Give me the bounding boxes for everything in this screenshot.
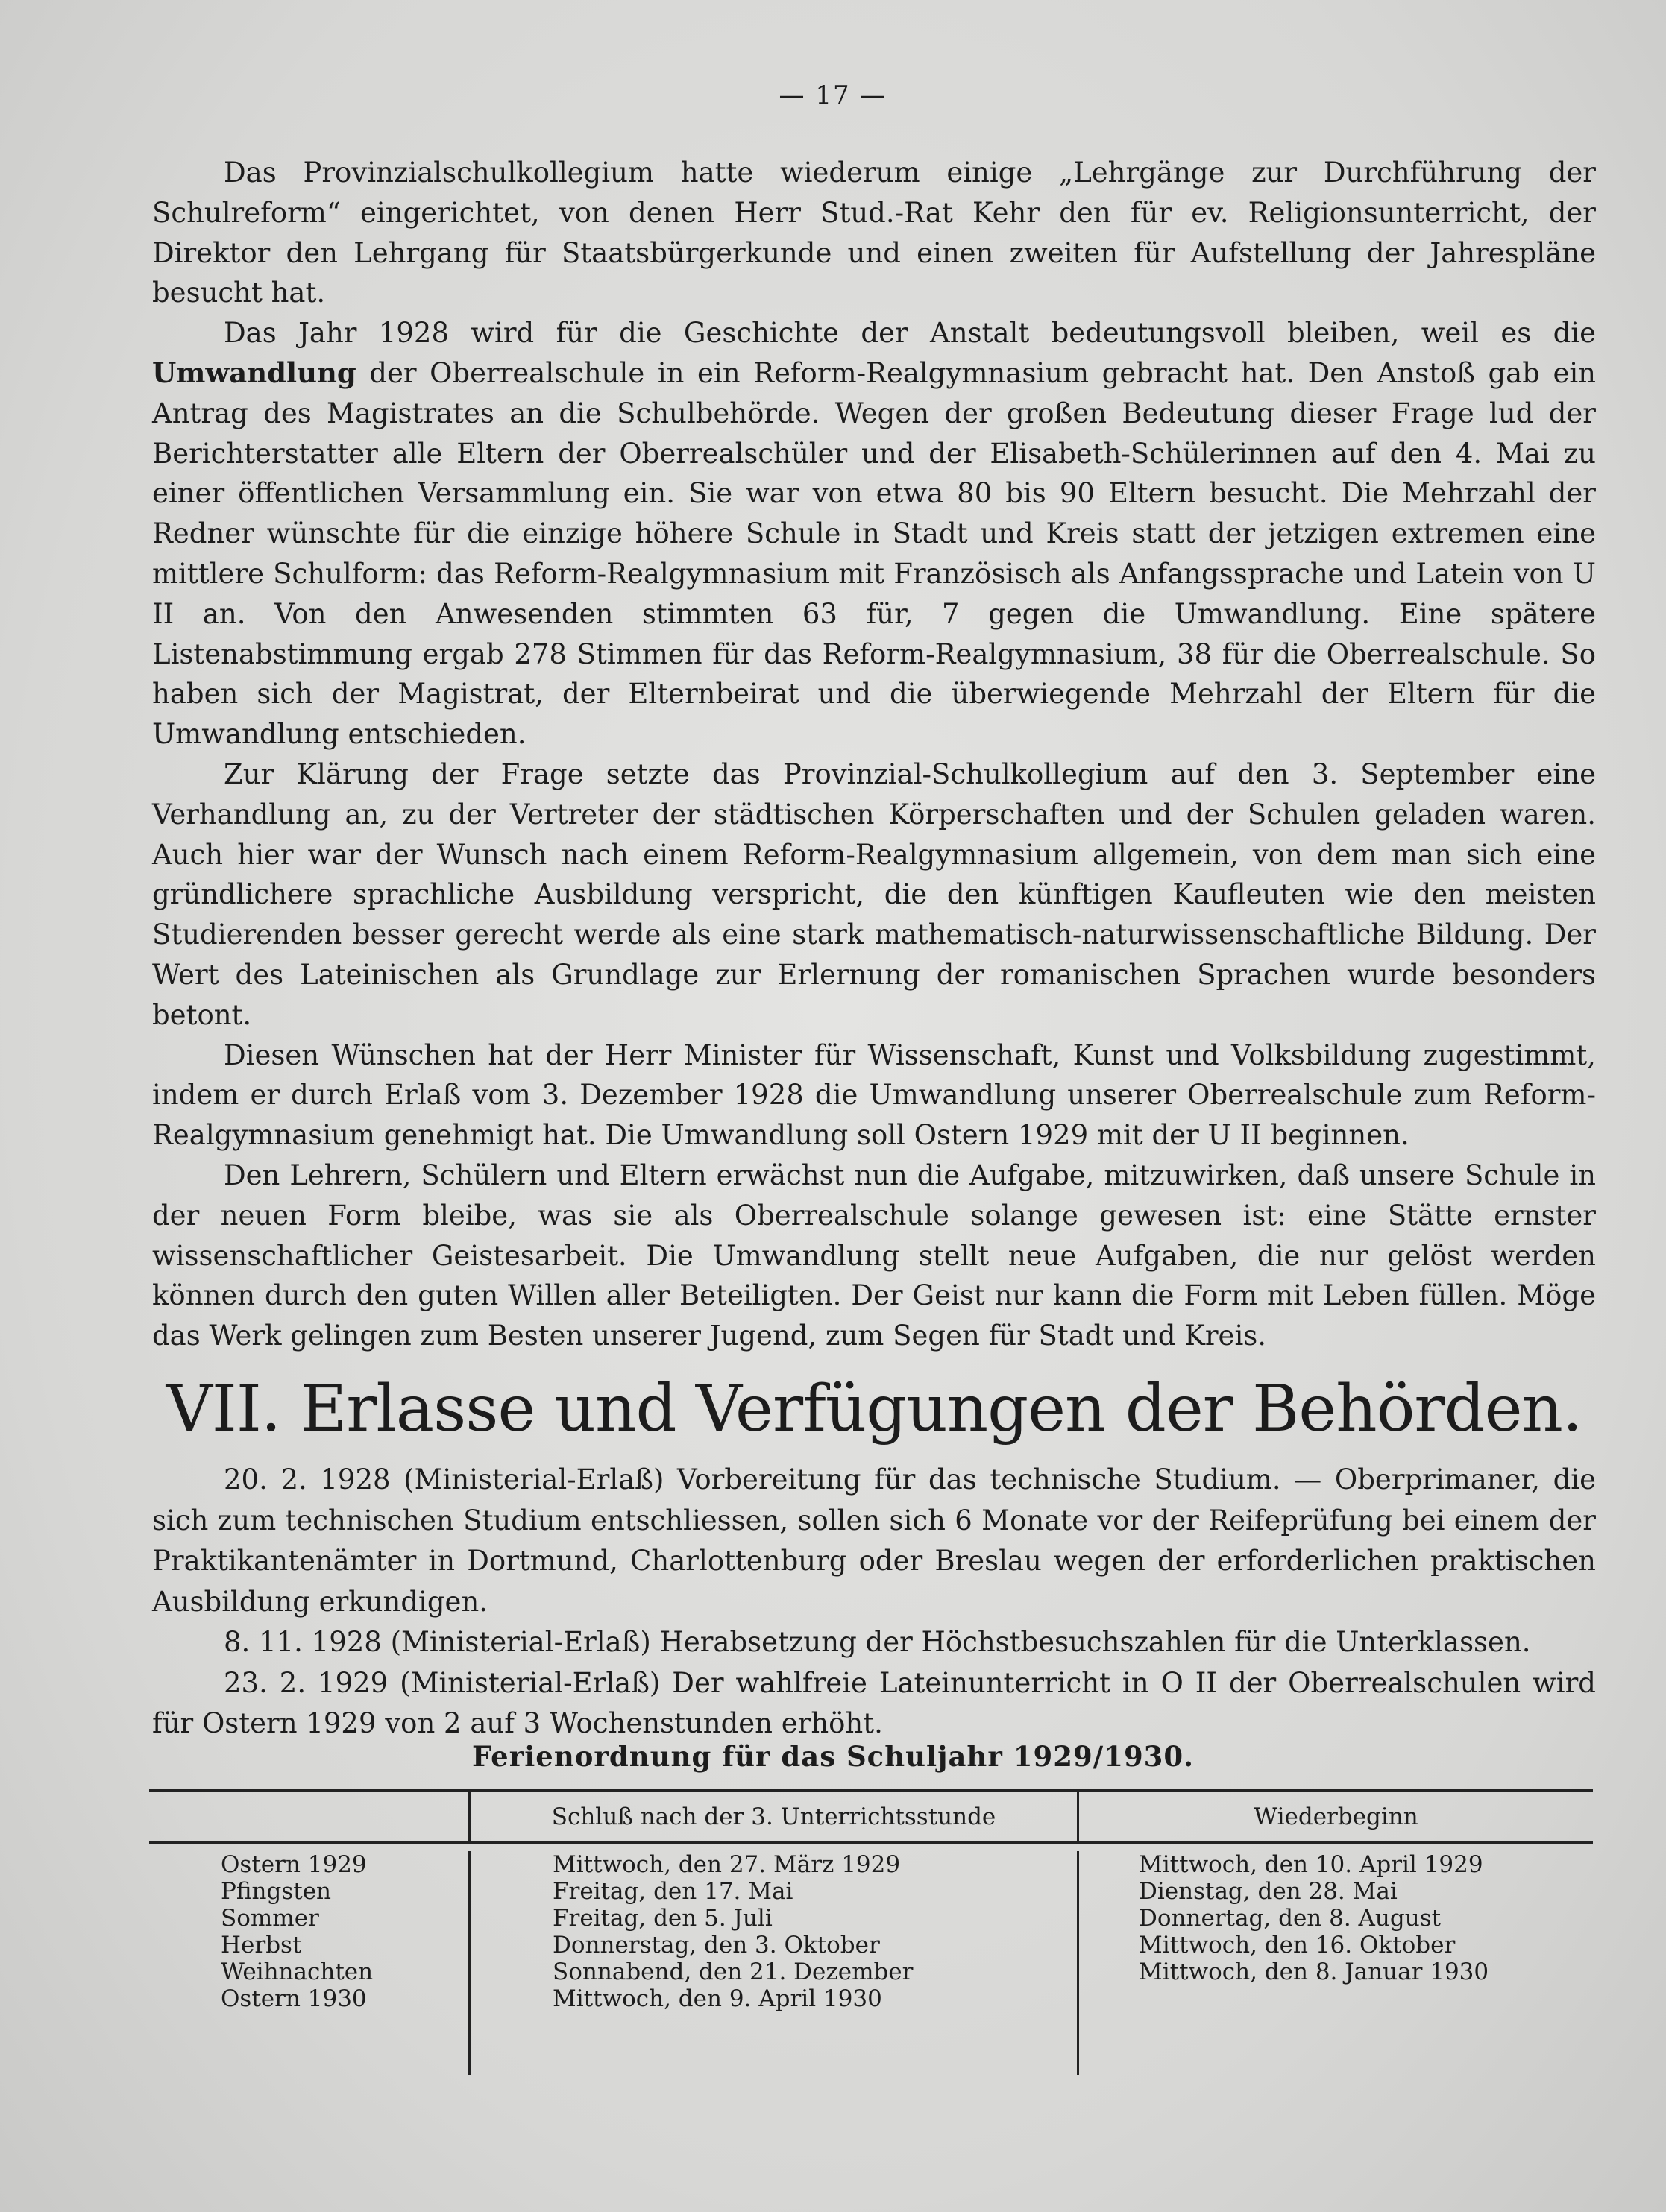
paragraph-5: Den Lehrern, Schülern und Eltern erwächst nun die Aufgabe, mitzuwirken, daß unsere Schule in der neuen Form bleibe, was sie als Oberrealschule solange gewesen ist: eine Stätte ernster wissenschaftlicher Geistesarbeit. Die Umwandlung stellt neue Aufgaben, die nur gelöst werden können durch den guten Willen aller Beteiligten. Der Geist nur kann die Form mit Leben füllen. Möge das Werk gelingen zum Besten unserer Jugend, zum Segen für Stadt und Kreis. — [152, 1159, 1596, 1352]
paragraph-2-bold: Umwandlung — [152, 356, 356, 389]
table-cell: Sonnabend, den 21. Dezember — [553, 1959, 914, 1985]
table-cell: Ostern 1930 — [221, 1985, 367, 2012]
table-cell: Mittwoch, den 9. April 1930 — [553, 1985, 882, 2012]
decree-item: 20. 2. 1928 (Ministerial-Erlaß) Vorbereitung für das technische Studium. — Oberprimaner, die sich zum technischen Studium entschliessen, sollen sich 6 Monate vor der Reifeprüfung bei einem der Praktikantenämter in Dortmund, Charlottenburg oder Breslau wegen der erforderlichen praktischen Ausbildung erkundigen. — [152, 1463, 1596, 1618]
table-cell: Mittwoch, den 8. Januar 1930 — [1139, 1959, 1489, 1985]
table-cell: Donnerstag, den 3. Oktober — [553, 1932, 880, 1959]
decree-item: 23. 2. 1929 (Ministerial-Erlaß) Der wahlfreie Lateinunterricht in O II der Oberrealschulen wird für Ostern 1929 von 2 auf 3 Wochenstunden erhöht. — [152, 1666, 1596, 1739]
table-cell: Freitag, den 17. Mai — [553, 1878, 793, 1905]
paragraph-2 — [152, 313, 1596, 754]
decree-list — [152, 1460, 1596, 1745]
table-cell: Herbst — [221, 1932, 302, 1959]
paragraph-4: Diesen Wünschen hat der Herr Minister für Wissenschaft, Kunst und Volksbildung zugestimmt, indem er durch Erlaß vom 3. Dezember 1928 die Umwandlung unserer Oberrealschule zum Reform-Realgymnasium genehmigt hat. Die Umwandlung soll Ostern 1929 mit der U II beginnen. — [152, 1039, 1596, 1152]
page-number: — 17 — — [779, 81, 887, 110]
body-text — [152, 153, 1596, 1356]
table-cell: Dienstag, den 28. Mai — [1139, 1878, 1398, 1905]
table-cell: Sommer — [221, 1905, 319, 1932]
table-cell: Donnertag, den 8. August — [1139, 1905, 1442, 1932]
table-cell: Weihnachten — [221, 1959, 374, 1985]
table-cell: Freitag, den 5. Juli — [553, 1905, 773, 1932]
paragraph-3: Zur Klärung der Frage setzte das Provinzial-Schulkollegium auf den 3. September eine Verhandlung an, zu der Vertreter der städtischen Körperschaften und der Schulen geladen waren. Auch hier war der Wunsch nach einem Reform-Realgymnasium allgemein, von dem man sich eine gründlichere sprachliche Ausbildung verspricht, die den künftigen Kaufleuten wie den meisten Studierenden besser gerecht werde als eine stark mathematisch-naturwissenschaftliche Bildung. Der Wert des Lateinischen als Grundlage zur Erlernung der romanischen Sprachen wurde besonders betont. — [152, 757, 1596, 1031]
table-cell: Ostern 1929 — [221, 1851, 367, 1878]
decree-item: 8. 11. 1928 (Ministerial-Erlaß) Herabsetzung der Höchstbesuchszahlen für die Unterklassen. — [224, 1626, 1531, 1658]
table-cell: Pfingsten — [221, 1878, 332, 1905]
table-column-end — [468, 1851, 1077, 2075]
table-header-cell: Wiederbeginn — [1077, 1792, 1593, 1841]
paragraph-2-start: Das Jahr 1928 wird für die Geschichte der Anstalt bedeutungsvoll bleiben, weil es die — [224, 317, 1596, 350]
table-title: Ferienordnung für das Schuljahr 1929/1930. — [471, 1740, 1195, 1773]
table-cell: Mittwoch, den 27. März 1929 — [553, 1851, 901, 1878]
paragraph-2-rest: der Oberrealschule in ein Reform-Realgymnasium gebracht hat. Den Anstoß gab ein Antrag des Magistrates an die Schulbehörde. Wegen der großen Bedeutung dieser Frage lud der Berichterstatter alle Eltern der Oberrealschüler und der Elisabeth-Schülerinnen auf den 4. Mai zu einer öffentlichen Versammlung ein. Sie war von etwa 80 bis 90 Eltern besucht. Die Mehrzahl der Redner wünschte für die einzige höhere Schule in Stadt und Kreis statt der jetzigen extremen eine mittlere Schulform: das Reform-Realgymnasium mit Französisch als Anfangssprache und Latein von U II an. Von den Anwesenden stimmten 63 für, 7 gegen die Umwandlung. Eine spätere Listenabstimmung ergab 278 Stimmen für das Reform-Realgymnasium, 38 für die Oberrealschule. So haben sich der Magistrat, der Elternbeirat und die überwiegende Mehrzahl der Eltern für die Umwandlung entschieden. — [152, 356, 1597, 751]
table-header-row — [149, 1792, 1593, 1841]
table-body — [149, 1844, 1593, 2075]
paragraph-1: Das Provinzialschulkollegium hatte wiederum einige „Lehrgänge zur Durchführung der Schulreform“ eingerichtet, von denen Herr Stud.-Rat Kehr den für ev. Religionsunterricht, der Direktor den Lehrgang für Staatsbürgerkunde und einen zweiten für Aufstellung der Jahrespläne besucht hat. — [152, 157, 1596, 309]
table-cell: Mittwoch, den 10. April 1929 — [1139, 1851, 1483, 1878]
holiday-table — [149, 1789, 1593, 2075]
table-cell: Mittwoch, den 16. Oktober — [1139, 1932, 1456, 1959]
section-heading: VII. Erlasse und Verfügungen der Behörden. — [166, 1372, 1582, 1446]
table-column-holiday — [149, 1851, 468, 2075]
table-header-cell: Schluß nach der 3. Unterrichtsstunde — [468, 1792, 1077, 1841]
table-column-restart — [1077, 1851, 1593, 2075]
